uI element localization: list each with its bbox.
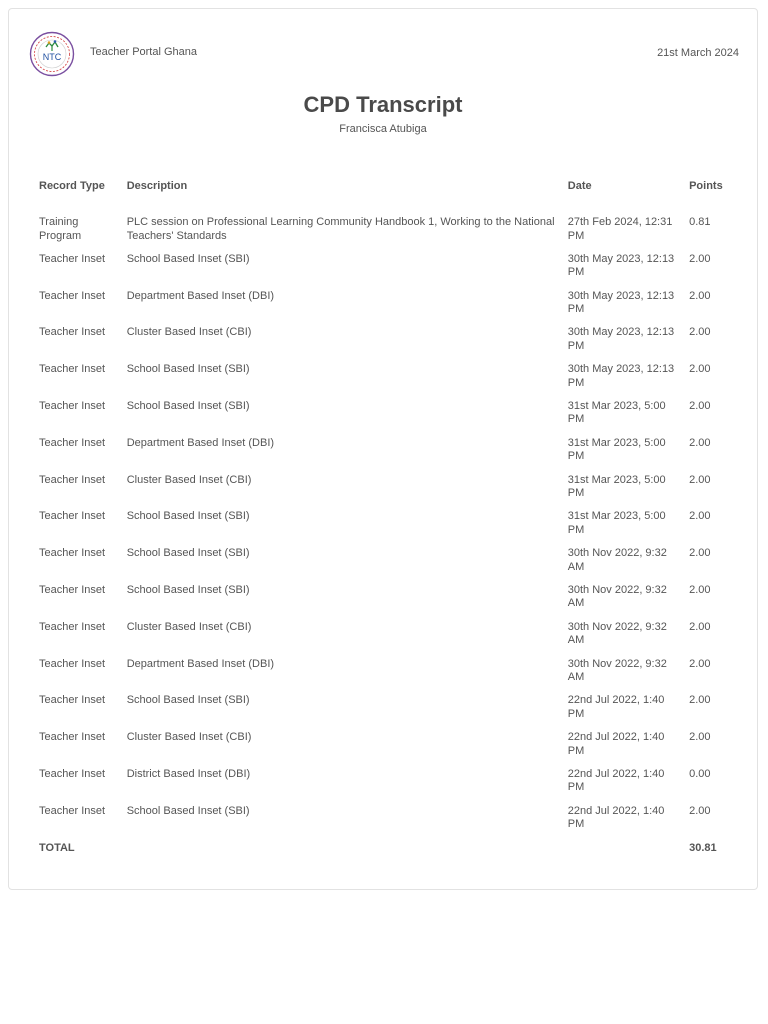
document-header (29, 31, 739, 79)
logo-text: NTC (42, 52, 62, 62)
points-cell: 2.00 (689, 547, 711, 560)
points-cell: 2.00 (689, 436, 711, 449)
column-header-date: Date (567, 180, 592, 193)
table-row (35, 805, 739, 842)
points-cell: 2.00 (689, 694, 711, 707)
description-cell: School Based Inset (SBI) (126, 694, 250, 707)
page-title: CPD Transcript (303, 92, 463, 117)
record-type-cell: Teacher Inset (39, 473, 106, 486)
table-row (35, 474, 739, 511)
record-type-cell: Teacher Inset (39, 363, 106, 376)
table-row (35, 290, 739, 327)
record-type-cell: Teacher Inset (39, 252, 106, 265)
description-cell: School Based Inset (SBI) (126, 399, 250, 412)
description-cell: District Based Inset (DBI) (126, 767, 251, 780)
date-cell: 31st Mar 2023, 5:00 PM (567, 510, 666, 536)
date-cell: 31st Mar 2023, 5:00 PM (567, 473, 666, 500)
record-type-cell: Teacher Inset (39, 583, 106, 596)
total-row (35, 842, 739, 862)
record-type-cell: Teacher Inset (39, 731, 106, 744)
print-date: 21st March 2024 (657, 47, 739, 59)
date-cell: 30th Nov 2022, 9:32 AM (567, 583, 667, 610)
date-cell: 31st Mar 2023, 5:00 PM (567, 399, 666, 426)
table-row (35, 437, 739, 474)
date-cell: 22nd Jul 2022, 1:40 PM (567, 731, 665, 757)
ntc-logo-icon (29, 31, 75, 77)
description-cell: School Based Inset (SBI) (126, 510, 250, 523)
description-cell: School Based Inset (SBI) (126, 583, 250, 596)
date-cell: 27th Feb 2024, 12:31 PM (567, 216, 673, 242)
description-cell: School Based Inset (SBI) (126, 363, 250, 376)
table-row (35, 658, 739, 695)
points-cell: 2.00 (689, 473, 711, 486)
description-cell: School Based Inset (SBI) (126, 547, 250, 560)
points-cell: 2.00 (689, 583, 711, 596)
column-header-description: Description (126, 180, 188, 193)
date-cell: 22nd Jul 2022, 1:40 PM (567, 804, 665, 831)
table-row (35, 326, 739, 363)
date-cell: 30th May 2023, 12:13 PM (567, 252, 675, 279)
table-row (35, 768, 739, 805)
column-header-points: Points (689, 180, 723, 193)
points-cell: 2.00 (689, 326, 711, 339)
description-cell: Cluster Based Inset (CBI) (126, 473, 252, 486)
points-cell: 2.00 (689, 363, 711, 376)
table-row (35, 694, 739, 731)
record-type-cell: Teacher Inset (39, 399, 106, 412)
description-cell: Department Based Inset (DBI) (126, 657, 275, 670)
column-header-record-type: Record Type (39, 180, 105, 193)
record-type-cell: Teacher Inset (39, 289, 106, 302)
points-cell: 2.00 (689, 804, 711, 817)
date-cell: 30th Nov 2022, 9:32 AM (567, 620, 667, 647)
table-row (35, 547, 739, 584)
date-cell: 30th May 2023, 12:13 PM (567, 326, 675, 352)
table-row (35, 621, 739, 658)
record-type-cell: Teacher Inset (39, 804, 106, 817)
points-cell: 0.00 (689, 767, 711, 780)
table-row (35, 363, 739, 400)
record-type-cell: Teacher Inset (39, 694, 106, 707)
total-label: TOTAL (39, 841, 75, 854)
date-cell: 30th Nov 2022, 9:32 AM (567, 547, 667, 573)
description-cell: PLC session on Professional Learning Community Handbook 1, Working to the National Teachers' Standards (126, 216, 555, 242)
date-cell: 22nd Jul 2022, 1:40 PM (567, 694, 665, 720)
points-cell: 0.81 (689, 216, 711, 228)
record-type-cell: Teacher Inset (39, 657, 106, 670)
description-cell: School Based Inset (SBI) (126, 804, 250, 817)
date-cell: 30th May 2023, 12:13 PM (567, 289, 675, 316)
date-cell: 31st Mar 2023, 5:00 PM (567, 436, 666, 463)
points-cell: 2.00 (689, 510, 711, 523)
record-type-cell: Teacher Inset (39, 436, 106, 449)
table-header-row (35, 167, 739, 207)
table-row (35, 400, 739, 437)
table-row (35, 207, 739, 253)
points-cell: 2.00 (689, 289, 711, 302)
points-cell: 2.00 (689, 399, 711, 412)
points-cell: 2.00 (689, 620, 711, 633)
date-cell: 30th May 2023, 12:13 PM (567, 363, 675, 389)
points-cell: 2.00 (689, 252, 711, 265)
total-points: 30.81 (689, 841, 717, 854)
record-type-cell: Teacher Inset (39, 620, 106, 633)
description-cell: School Based Inset (SBI) (126, 252, 250, 265)
record-type-cell: Teacher Inset (39, 547, 106, 560)
table-row (35, 584, 739, 621)
record-type-cell: Teacher Inset (39, 326, 106, 339)
date-cell: 30th Nov 2022, 9:32 AM (567, 657, 667, 684)
points-cell: 2.00 (689, 657, 711, 670)
table-row (35, 731, 739, 768)
description-cell: Cluster Based Inset (CBI) (126, 620, 252, 633)
transcript-table (35, 167, 739, 862)
record-type-cell: Training Program (39, 216, 82, 242)
date-cell: 22nd Jul 2022, 1:40 PM (567, 767, 665, 794)
transcript-card (8, 8, 758, 890)
description-cell: Cluster Based Inset (CBI) (126, 326, 252, 339)
description-cell: Department Based Inset (DBI) (126, 436, 275, 449)
portal-name: Teacher Portal Ghana (90, 46, 198, 58)
record-type-cell: Teacher Inset (39, 510, 106, 523)
description-cell: Cluster Based Inset (CBI) (126, 731, 252, 744)
table-row (35, 253, 739, 290)
record-type-cell: Teacher Inset (39, 767, 106, 780)
points-cell: 2.00 (689, 731, 711, 744)
teacher-name: Francisca Atubiga (339, 123, 427, 135)
table-row (35, 510, 739, 547)
description-cell: Department Based Inset (DBI) (126, 289, 275, 302)
